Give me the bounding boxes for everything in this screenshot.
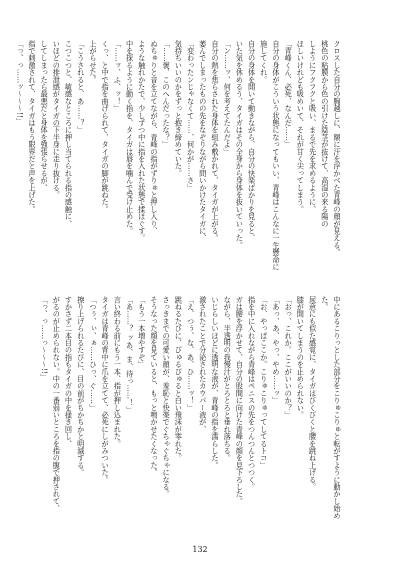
text-line: 「もう一本増やすぞ」 (137, 296, 147, 368)
text-line: すかさず二本目の指もタイガの中を掻き回し、 (64, 296, 74, 448)
text-line: 桃色の粘膜から色の引けた陰茎が抜けて、高湿の来る陽の (320, 40, 330, 228)
text-line: ぬちゅりと音を立てながら、青峰の指がずりゅと押し入り、 (149, 40, 159, 235)
text-line: 「変わったンじゃなくて……、何かが……さ」 (186, 40, 196, 192)
text-line: クロスした自分の胸越しに、額に汗を浮かべた青峰の顔が見える。 (333, 40, 342, 256)
text-line: 「っ、っ……ッ〜〜〜!!」 (15, 40, 25, 125)
text-line: 自分の熱を焦らされた身体を組み敷かれて、タイガが上がる。 (210, 40, 220, 242)
text-line: こつこつと、敏感なところに押し当てられる指の感触に、 (64, 40, 74, 228)
text-line: してしまったら最悪だと身体を強張らせるが、 (40, 40, 50, 192)
text-line: ような触れかたで、少しずつ中に指を入れた状態で揉ほぐす。 (137, 40, 147, 242)
text-line: 「あっ、あ、やっ、やめ……ッ」 (271, 296, 281, 404)
text-line: ガは腰を浮かせて、自分の股間に向けた青峰の顔を見下ろした。 (235, 296, 245, 505)
text-line: 中にあるこりっとした部分をこりゅこりゅと転がすように動かし始めた。 (320, 296, 342, 520)
text-line: しようにフクフクと吸い、まるで先を求めるように、 (308, 40, 318, 213)
text-line: 激されたことで分泌されたカウパー液が、 (198, 296, 208, 433)
text-line: 「……ッ、ふ、ッ！」 (113, 40, 123, 112)
text-line: そうなった顔を見ていると、もっと鳴かせたくなった。 (149, 296, 159, 476)
text-line: さっきまでの可愛い顔が、羞恥と快楽でぐちゃぐちゃになる。 (162, 296, 172, 498)
text-line: 「あ……？ ッあ、ま、待っ……！」 (125, 296, 135, 414)
text-line: 自分の身体を開いて動きながら、自分の快楽ばかりを見ると、 (247, 40, 257, 242)
text-line: 擦り上げられるたびに、目の前がちかちかと明滅する。 (76, 296, 86, 476)
text-line: 言い終わる前にもう一本、指が押し込まれた。 (113, 296, 123, 448)
text-line: 「青峰くん、必死、なんだ……」 (284, 40, 294, 148)
text-line: 萎んでしまったものの先をなぞりながら問いかけたタイガに、 (198, 40, 208, 242)
text-line: 跳ねるたびに、ぴゅるぴゅると白い飛沫が零れた。 (174, 296, 184, 462)
text-line: いじらしいほどに透明な液が、青峰の指を濡らした。 (210, 296, 220, 469)
text-line: 中を探るように動く指を、タイガは唇を噛んで受け止めた。 (125, 40, 135, 235)
text-line: 「おっ、これか。ここがいいのか？」 (284, 296, 294, 419)
text-line: 尿意にも似た感覚に、タイガはびくびくと腰を跳ね上げる。 (308, 296, 318, 491)
page-number: 132 (192, 545, 208, 554)
text-line: 「お、やっぱここか。こりゅこりゅってしてるトコ」 (259, 296, 269, 469)
lower-text-column (40, 296, 343, 532)
text-line: 「つぅ、ぃ、ぁ……ひっ、ぐ……」 (88, 296, 98, 412)
text-line: いほどの排泄感がタイガの下半身に走り抜ける。 (52, 40, 62, 199)
text-line: 「……褒、このへんだったな？」 (162, 40, 172, 148)
text-line: がるのが止められない。中の一番弱いところを指の腹で押されて、 (52, 296, 62, 512)
text-line: くっ、と中で指を曲げられて、タイガの脚が跳ねた。 (101, 40, 111, 213)
text-line: 「こうされると、あ……？」 (76, 40, 86, 134)
text-line: 上がらせた。 (88, 40, 98, 84)
text-line: 「え、つぅ、な、あ、ひ……ッ！」 (186, 296, 196, 412)
text-line: いた気を休めるう、タイガはその全身から身体を抜いていった。 (235, 40, 245, 249)
text-line: 指で刺激されて、タイガはもう限界だと声を上げた。 (27, 40, 37, 213)
text-line: 自分の身体がこういう状態になってもいい、青峰はこんなに一生懸命に施してくれ。 (259, 40, 281, 271)
text-line: 膝が開いてしまうのを止められない。 (296, 296, 306, 419)
text-line: ほしいけれども吸めいて、それが甘く尖ってしまう。 (296, 40, 306, 213)
text-line: ながら、半透明の我慢汁がとろとろと垂れ落ちる。 (223, 296, 233, 462)
text-line: タイガは青峰の背中に爪を立てて、必死にしがみついた。 (101, 296, 111, 484)
text-line: 「っ、っ……っ〜〜〜!!」 (40, 296, 50, 381)
text-line: 「ン……ッ、何を考えてたんだよ」 (223, 40, 233, 156)
upper-text-column (15, 40, 343, 276)
text-line: 気持ちいいのかをずっと抱き締めていた。 (174, 40, 184, 177)
text-line: 指を中に入れながら青峰はペニスの先をつんつんとつつく。 (247, 296, 257, 491)
